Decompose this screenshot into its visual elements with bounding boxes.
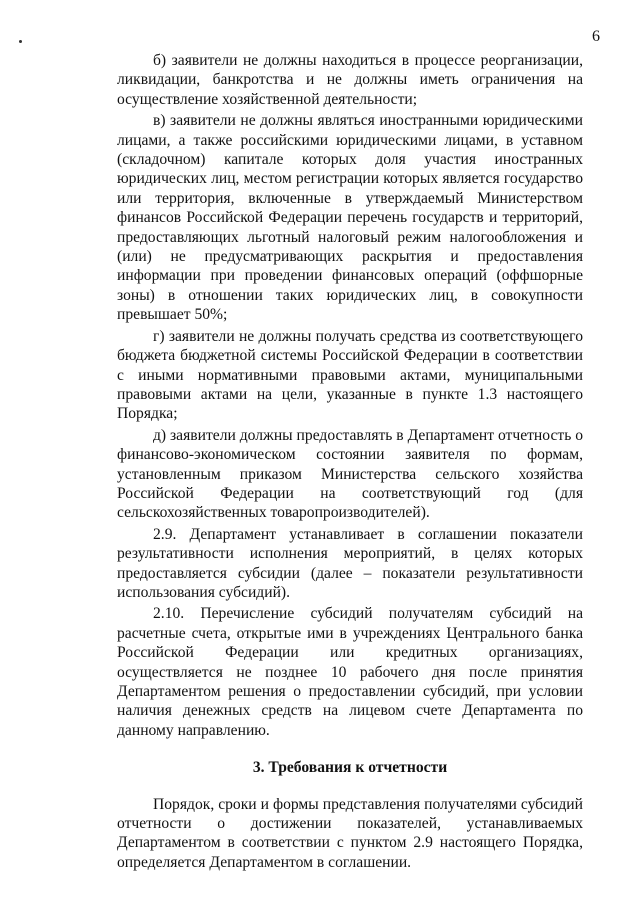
- paragraph-d: д) заявители должны предоставлять в Департамент отчетность о финансово-экономическом состоянии заявителя по формам, установленным приказом Министерства сельского хозяйства Российской Федерации на соответствующий год (для сельскохозяйственных товаропроизводителей).: [117, 426, 584, 522]
- paragraph-v: в) заявители не должны являться иностранными юридическими лицами, а также российскими юридическими лицами, в уставном (складочном) капитале которых доля участия иностранных юридических лиц, местом регистрации которых является государство или территория, включенные в утверждаемый Министерством финансов Российской Федерации перечень государств и территорий, предоставляющих льготный налоговый режим налогообложения и (или) не предусматривающих раскрытия и предоставления информации при проведении финансовых операций (оффшорные зоны) в отношении таких юридических лиц, в совокупности превышает 50%;: [117, 112, 583, 324]
- paragraph-reporting: Порядок, сроки и формы представления получателями субсидий отчетности о достижении показателей, устанавливаемых Департаментом в соответствии с пунктом 2.9 настоящего Порядка, определяется Департаментом в соглашении.: [117, 795, 583, 871]
- paragraph-b: б) заявители не должны находиться в процессе реорганизации, ликвидации, банкротства и не должны иметь ограничения на осуществление хозяйственной деятельности;: [117, 52, 583, 108]
- document-body: [117, 51, 583, 874]
- paragraph-2-10: 2.10. Перечисление субсидий получателям субсидий на расчетные счета, открытые ими в учреждениях Центрального банка Российской Федерации или кредитных организациях, осуществляется не позднее 10 рабочего дня после принятия Департаментом решения о предоставлении субсидий, при условии наличия денежных средств на лицевом счете Департамента по данному направлению.: [117, 605, 583, 739]
- paragraph-g: г) заявители не должны получать средства из соответствующего бюджета бюджетной системы Российской Федерации в соответствии с иными нормативными правовыми актами, муниципальными правовыми актами на цели, указанные в пункте 1.3 настоящего Порядка;: [117, 327, 583, 423]
- scan-speck: [19, 40, 22, 43]
- paragraph-2-9: 2.9. Департамент устанавливает в соглашении показатели результативности исполнения мероприятий, в целях которых предоставляется субсидии (далее – показатели результативности использования субсидий).: [117, 525, 583, 601]
- section-heading: 3. Требования к отчетности: [252, 759, 448, 777]
- page-number: 6: [592, 28, 600, 45]
